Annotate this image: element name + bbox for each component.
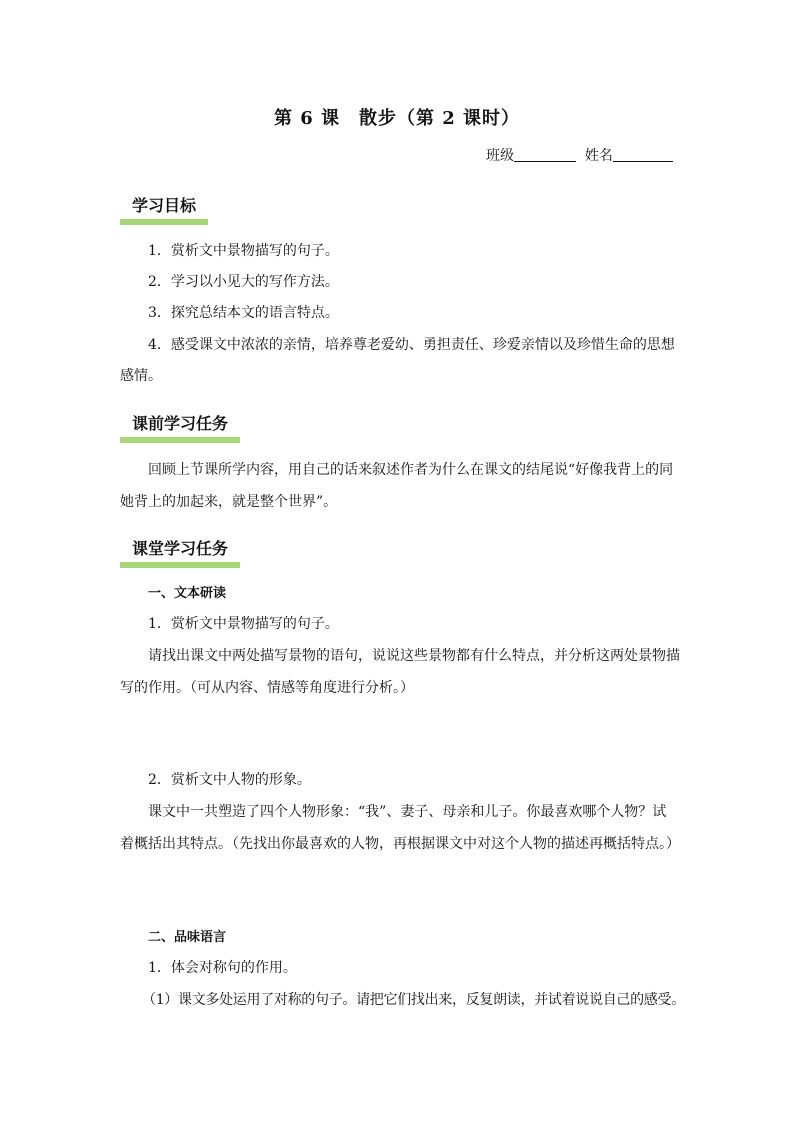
objective-item-3: 3．探究总结本文的语言特点。	[148, 305, 339, 321]
q2-line-2: 着概括出其特点。（先找出你最喜欢的人物，再根据课文中对这个人物的描述再概括特点。）	[120, 836, 680, 852]
pre-task-heading: 课前学习任务	[120, 412, 240, 443]
objective-item-2: 2．学习以小见大的写作方法。	[148, 274, 339, 290]
objective-item-4: 4．感受课文中浓浓的亲情，培养尊老爱幼、勇担责任、珍爱亲情以及珍惜生命的思想	[148, 337, 675, 353]
q2-line-1: 课文中一共塑造了四个人物形象：“我”、妻子、母亲和儿子。你最喜欢哪个人物？试	[148, 804, 667, 820]
objective-item-4-cont: 感情。	[120, 368, 162, 384]
name-label: 姓名	[584, 148, 613, 164]
q1-title: 1．赏析文中景物描写的句子。	[148, 616, 339, 632]
class-name-line	[486, 145, 673, 165]
name-blank	[613, 147, 673, 162]
pre-task-line-1: 回顾上节课所学内容，用自己的话来叙述作者为什么在课文的结尾说“好像我背上的同	[148, 462, 674, 478]
objective-item-1: 1．赏析文中景物描写的句子。	[148, 243, 339, 259]
objectives-heading: 学习目标	[120, 194, 208, 225]
class-blank	[514, 147, 576, 162]
part2-title: 二、品味语言	[148, 930, 227, 945]
pre-task-line-2: 她背上的加起来，就是整个世界”。	[120, 494, 338, 510]
page-title: 第 6 课 散步（第 2 课时）	[273, 108, 521, 129]
class-task-heading: 课堂学习任务	[120, 537, 240, 568]
q3-title: 1．体会对称句的作用。	[148, 960, 297, 976]
q1-line-1: 请找出课文中两处描写景物的语句，说说这些景物都有什么特点，并分析这两处景物描	[148, 648, 680, 664]
class-label: 班级	[486, 148, 514, 164]
q1-line-2: 写的作用。（可从内容、情感等角度进行分析。）	[120, 680, 414, 696]
q2-title: 2．赏析文中人物的形象。	[148, 772, 311, 788]
part1-title: 一、文本研读	[148, 586, 227, 601]
q3-line: （1）课文多处运用了对称的句子。请把它们找出来，反复朗读，并试着说说自己的感受。	[142, 992, 685, 1008]
